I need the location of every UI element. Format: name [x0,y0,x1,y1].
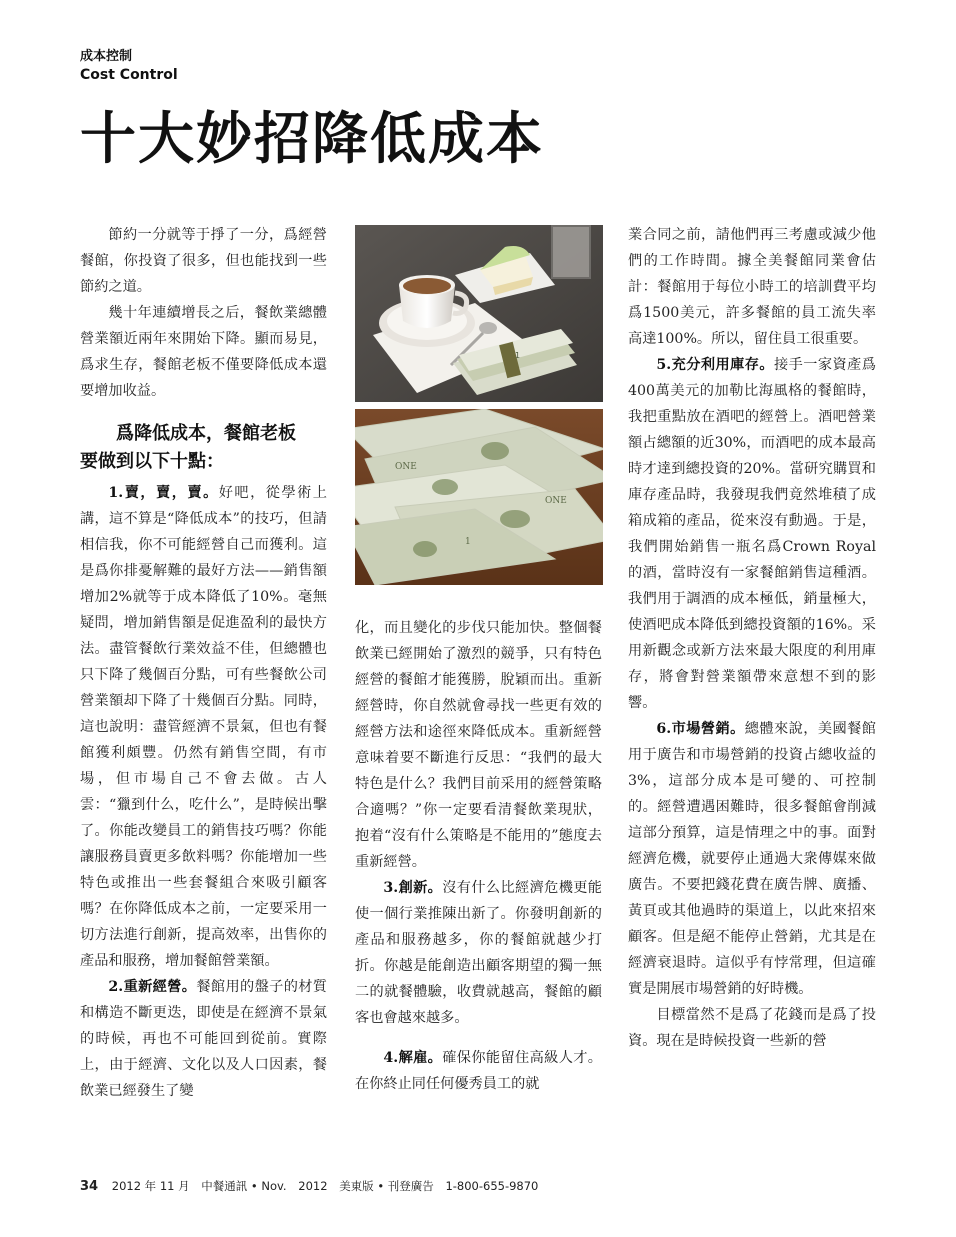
tip-4-body-start: 確保你能留住高級人才。在你終止同任何優秀員工的就 [355,1050,602,1092]
advertising-phone: 1-800-655-9870 [445,1179,539,1193]
page-footer [80,1178,546,1194]
magazine-name: 中餐通訊 • Nov. [201,1179,287,1193]
article-column-1 [80,222,327,1104]
intro-paragraph-1: 節約一分就等于掙了一分，爲經營餐館，你投資了很多，但也能找到一些節約之道。 [80,227,327,295]
intro-paragraph-2: 幾十年連續增長之后，餐飲業總體營業額近兩年來開始下降。顯而易見，爲求生存，餐館老板不僅要降低成本還要增加收益。 [80,305,327,399]
tip-6-heading: 6.市場營銷。 [656,721,745,737]
svg-text:1: 1 [515,351,521,360]
section-label-en: Cost Control [80,67,178,83]
subheading [80,420,327,476]
tip-5-paragraph [628,352,876,716]
subheading-line-1: 爲降低成本，餐館老板 [116,423,296,444]
svg-text:1: 1 [465,537,471,547]
svg-text:ONE: ONE [545,496,567,506]
tip-3-paragraph [355,875,602,1031]
tip-4-paragraph-continued: 業合同之前，請他們再三考慮或減少他們的工作時間。據全美餐館同業會估計：餐館用于每位小時工的培訓費平均爲1500美元，許多餐館的員工流失率高達100%。所以，留住員工很重要。 [628,227,876,347]
tip-1-paragraph [80,480,327,974]
section-label-zh: 成本控制 [80,49,133,64]
article-title: 十大妙招降低成本 [80,107,544,172]
tip-3-body: 沒有什么比經濟危機更能使一個行業推陳出新了。你發明創新的產品和服務越多，你的餐館就越少打折。你越是能創造出顧客期望的獨一無二的就餐體驗，收費就越高，餐館的顧客也會越來越多。 [355,880,602,1026]
tip-2-body-start: 餐館用的盤子的材質和構造不斷更迭，即使是在經濟不景氣的時候，再也不可能回到從前。實際上，由于經濟、文化以及人口因素，餐飲業已經發生了變 [80,979,327,1099]
tip-1-body: 好吧，從學術上講，這不算是“降低成本”的技巧，但請相信我，你不可能經營自己而獲利。這是爲你排憂解難的最好方法——銷售額增加2%就等于成本降低了10%。毫無疑問，增加銷售額是促進盈利的最快方法。盡管餐飲行業效益不佳，但總體也只下降了幾個百分點，可有些餐飲公司營業額却下降了十幾個百分點。同時，這也說明：盡管經濟不景氣，但也有餐館獲利頗豐。仍然有銷售空間，有市場，但市場自己不會去做。古人雲：“獵到什么，吃什么”，是時候出擊了。你能改變員工的銷售技巧嗎？你能讓服務員賣更多飲料嗎？你能增加一些特色或推出一些套餐組合來吸引顧客嗎？在你降低成本之前，一定要采用一切方法進行創新，提高效率，出售你的產品和服務，增加餐館營業額。 [80,485,327,969]
tip-4-heading: 4.解雇。 [383,1050,443,1066]
tip-6-paragraph [628,716,876,1002]
issue-date: 2012 年 11 月 [111,1179,190,1193]
tip-2-heading: 2.重新經營。 [108,979,197,995]
svg-text:ONE: ONE [395,462,417,472]
subheading-line-2: 要做到以下十點： [80,451,224,472]
coffee-cake-and-cash-photo [355,225,603,402]
tip-4-paragraph [355,1045,602,1097]
tip-6-body: 總體來說，美國餐館用于廣告和市場營銷的投資占總收益的3%，這部分成本是可變的、可控制的。經營遭遇困難時，很多餐館會削減這部分預算，這是情理之中的事。面對經濟危機，就要停止通過大衆傳媒來做廣告。不要把錢花費在廣告牌、廣播、黃頁或其他過時的渠道上，以此來招來顧客。但是絕不能停止營銷，尤其是在經濟衰退時。這似乎有悖常理，但這確實是開展市場營銷的好時機。 [628,721,876,997]
tip-5-body: 接手一家資產爲400萬美元的加勒比海風格的餐館時，我把重點放在酒吧的經營上。酒吧營業額占總額的近30%，而酒吧的成本最高時才達到總投資的20%。當研究購買和庫存產品時，我發現我們竟然堆積了成箱成箱的產品，從來沒有動過。于是，我們開始銷售一瓶名爲Crown Royal的酒，當時沒有一家餐館銷售這種酒。我們用于調酒的成本極低，銷量極大，使酒吧成本降低到總投資額的16%。采用新觀念或新方法來最大限度的利用庫存，將會對營業額帶來意想不到的影響。 [628,357,876,711]
edition-info: 美東版 • 刊登廣告 [339,1179,434,1193]
closing-paragraph: 目標當然不是爲了花錢而是爲了投資。現在是時候投資一些新的營 [628,1007,876,1049]
section-label [80,48,178,84]
tip-5-heading: 5.充分利用庫存。 [656,357,775,373]
tip-3-heading: 3.創新。 [383,880,443,896]
tip-2-paragraph [80,974,327,1104]
tip-2-paragraph-continued: 化，而且變化的步伐只能加快。整個餐飲業已經開始了激烈的競爭，只有特色經營的餐館才能獲勝，脫穎而出。重新經營時，你自然就會尋找一些更有效的經營方法和途徑來降低成本。重新經營意味着要不斷進行反思：“我們的最大特色是什么？我們目前采用的經營策略合適嗎？”你一定要看清餐飲業現狀，抱着“沒有什么策略是不能用的”態度去重新經營。 [355,620,602,870]
issue-year: 2012 [298,1179,328,1193]
tip-1-heading: 1.賣，賣，賣。 [108,485,219,501]
pile-of-dollar-bills-photo [355,409,603,585]
article-column-3 [628,222,876,1054]
article-column-2 [355,615,602,1097]
page-number: 34 [80,1179,99,1194]
